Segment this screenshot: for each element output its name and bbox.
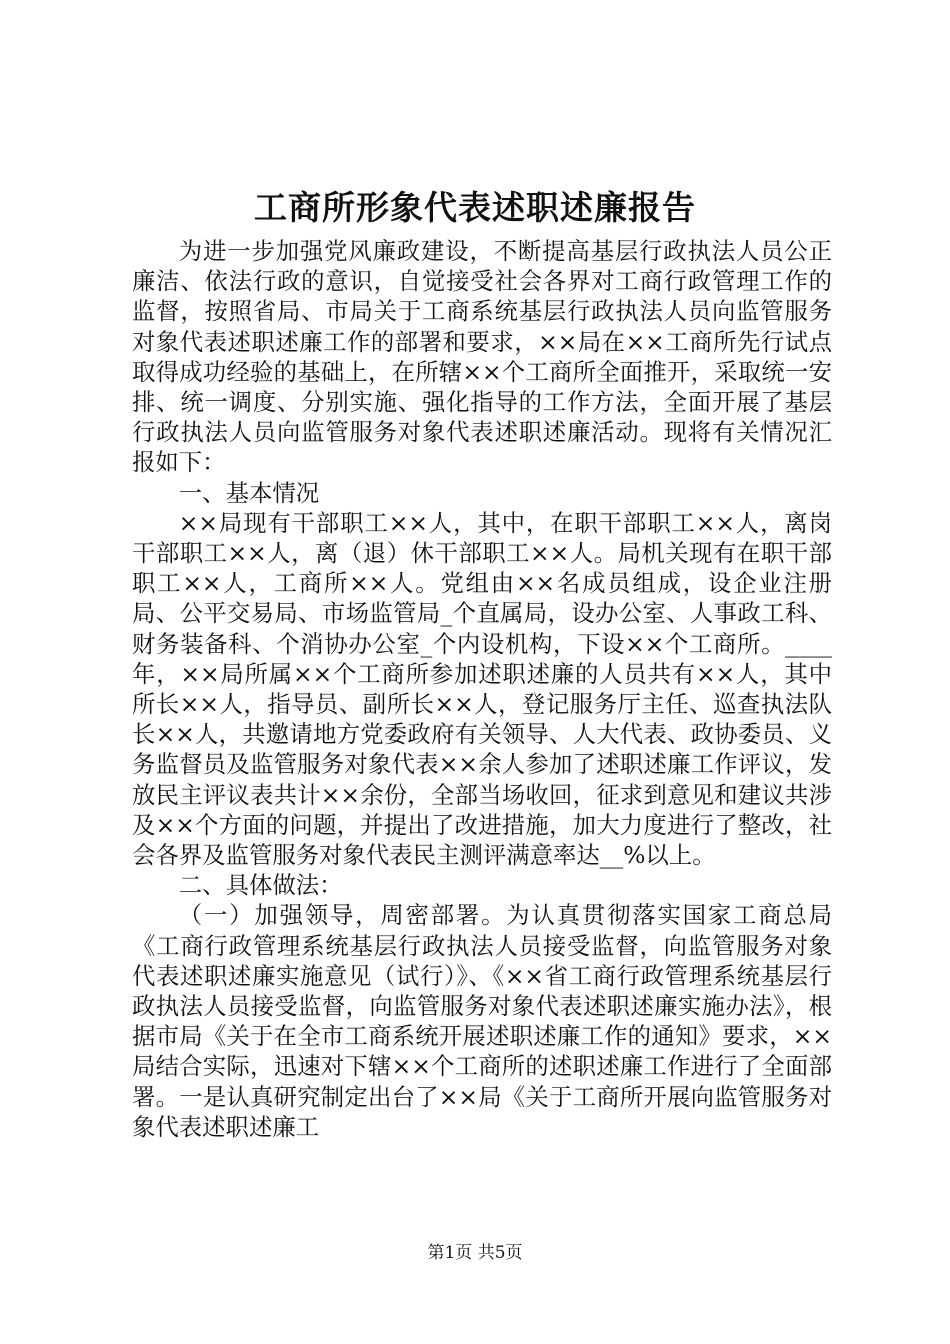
basic-situation-paragraph: ××局现有干部职工××人，其中，在职干部职工××人，离岗干部职工××人，离（退）休干部职工××人。局机关现有在职干部职工××人，工商所××人。党组由××名成员组成，设企业注册局、公平交易局、市场监管局_个直属局，设办公室、人事政工科、财务装备科、个消协办公室_个内设机构，下设××个工商所。____年，××局所属××个工商所参加述职述廉的人员共有××人，其中所长××人，指导员、副所长××人，登记服务厅主任、巡查执法队长××人，共邀请地方党委政府有关领导、人大代表、政协委员、义务监督员及监管服务对象代表××余人参加了述职述廉工作评议，发放民主评议表共计××余份，全部当场收回，征求到意见和建议共涉及××个方面的问题，并提出了改进措施，加大力度进行了整改，社会各界及监管服务对象代表民主测评满意率达__%以上。 bbox=[132, 508, 832, 870]
section-heading-methods: 二、具体做法： bbox=[178, 871, 343, 900]
document-title: 工商所形象代表述职述廉报告 bbox=[254, 188, 696, 227]
methods-paragraph: （一）加强领导，周密部署。为认真贯彻落实国家工商总局《工商行政管理系统基层行政执法人员接受监督，向监管服务对象代表述职述廉实施意见（试行）》、《××省工商行政管理系统基层行政执法人员接受监督，向监管服务对象代表述职述廉实施办法》，根据市局《关于在全市工商系统开展述职述廉工作的通知》要求，××局结合实际，迅速对下辖××个工商所的述职述廉工作进行了全面部署。一是认真研究制定出台了××局《关于工商所开展向监管服务对象代表述职述廉工 bbox=[132, 901, 832, 1141]
document-body bbox=[132, 236, 832, 1142]
section-heading-basic: 一、基本情况 bbox=[178, 478, 320, 507]
page-number-footer: 第1页 共5页 bbox=[427, 1243, 523, 1263]
intro-paragraph: 为进一步加强党风廉政建设，不断提高基层行政执法人员公正廉洁、依法行政的意识，自觉接受社会各界对工商行政管理工作的监督，按照省局、市局关于工商系统基层行政执法人员向监管服务对象代表述职述廉工作的部署和要求，××局在××工商所先行试点取得成功经验的基础上，在所辖××个工商所全面推开，采取统一安排、统一调度、分别实施、强化指导的工作方法，全面开展了基层行政执法人员向监管服务对象代表述职述廉活动。现将有关情况汇报如下： bbox=[132, 237, 832, 477]
